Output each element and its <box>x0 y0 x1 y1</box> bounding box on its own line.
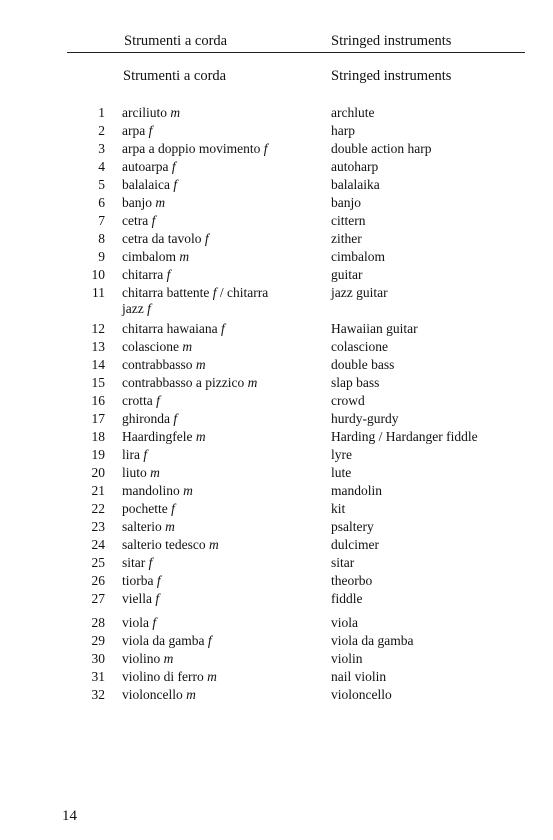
english-term: lyre <box>331 447 352 462</box>
italian-term-text: sitar <box>122 555 146 570</box>
italian-term-text: mandolino <box>122 483 180 498</box>
entry-number: 23 <box>91 519 105 534</box>
entry-number: 21 <box>91 483 105 498</box>
english-term: dulcimer <box>331 537 379 552</box>
english-term: mandolin <box>331 483 382 498</box>
english-term: harp <box>331 123 355 138</box>
entry-number: 13 <box>91 339 105 354</box>
entry-number: 31 <box>91 669 105 684</box>
gender-marker: f <box>166 267 171 282</box>
entry-number: 32 <box>91 687 105 702</box>
english-term: cimbalom <box>331 249 385 264</box>
entry-number: 9 <box>98 249 105 264</box>
gender-marker: m <box>179 249 190 264</box>
gender-marker: f <box>220 321 225 336</box>
italian-term <box>122 573 302 589</box>
entry-number: 8 <box>98 231 105 246</box>
italian-term <box>122 267 302 283</box>
italian-term-alt: / chitarra <box>219 285 269 300</box>
gender-marker: f <box>148 555 153 570</box>
italian-term <box>122 177 302 193</box>
italian-term <box>122 393 302 409</box>
gender-marker: f <box>143 447 148 462</box>
italian-term-text: Haardingfele <box>122 429 193 444</box>
italian-term <box>122 375 302 391</box>
italian-term-text: arciliuto <box>122 105 167 120</box>
italian-term <box>122 591 302 607</box>
gender-marker: m <box>170 105 181 120</box>
gender-marker: f <box>147 301 151 316</box>
italian-term <box>122 537 302 553</box>
italian-term <box>122 231 302 247</box>
italian-term <box>122 447 302 463</box>
entry-number: 25 <box>91 555 105 570</box>
entry-number: 4 <box>98 159 105 174</box>
italian-term <box>122 339 302 355</box>
italian-term <box>122 669 302 685</box>
gender-marker: m <box>182 339 193 354</box>
english-term: banjo <box>331 195 361 210</box>
english-term: fiddle <box>331 591 363 606</box>
gender-marker: m <box>195 357 206 372</box>
english-term: autoharp <box>331 159 379 174</box>
running-header-right: Stringed instruments <box>331 33 452 49</box>
italian-term <box>122 195 302 211</box>
gender-marker: m <box>150 465 160 480</box>
entry-number: 27 <box>91 591 105 606</box>
gender-marker: m <box>165 519 175 534</box>
italian-term <box>122 123 302 139</box>
italian-term <box>122 249 302 265</box>
entry-number: 29 <box>91 633 105 648</box>
italian-term-text: cetra <box>122 213 149 228</box>
entry-number: 18 <box>91 429 105 444</box>
italian-term <box>122 141 302 157</box>
italian-term-text: contrabbasso a pizzico <box>122 375 245 390</box>
english-term: double action harp <box>331 141 432 156</box>
italian-term <box>122 429 302 445</box>
gender-marker: m <box>247 375 258 390</box>
entry-number: 7 <box>98 213 105 228</box>
italian-term-text: liuto <box>122 465 147 480</box>
entry-number: 5 <box>98 177 105 192</box>
italian-term-text: violoncello <box>122 687 183 702</box>
italian-term <box>122 633 302 649</box>
italian-term <box>122 411 302 427</box>
gender-marker: m <box>163 651 174 666</box>
english-term: theorbo <box>331 573 373 588</box>
entry-number: 24 <box>91 537 105 552</box>
italian-term-text: chitarra battente <box>122 285 210 300</box>
italian-term-text: tiorba <box>122 573 154 588</box>
italian-term-text: chitarra hawaiana <box>122 321 218 336</box>
italian-term <box>122 357 302 373</box>
italian-term <box>122 483 302 499</box>
entry-number: 19 <box>91 447 105 462</box>
italian-term-text: balalaica <box>122 177 170 192</box>
english-term: sitar <box>331 555 355 570</box>
italian-term-text: lira <box>122 447 140 462</box>
entry-number: 10 <box>91 267 105 282</box>
entry-number: 1 <box>98 105 105 120</box>
gender-marker: f <box>207 633 212 648</box>
english-term: kit <box>331 501 346 516</box>
italian-term-text: autoarpa <box>122 159 169 174</box>
italian-term-text: salterio <box>122 519 162 534</box>
running-header-left: Strumenti a corda <box>124 33 228 49</box>
gender-marker: f <box>171 501 175 516</box>
italian-term-text: viola da gamba <box>122 633 205 648</box>
gender-marker: f <box>173 177 178 192</box>
english-term: Hawaiian guitar <box>331 321 418 336</box>
italian-term-text: arpa <box>122 123 146 138</box>
english-term: cittern <box>331 213 366 228</box>
gender-marker: f <box>156 393 160 408</box>
english-term: balalaika <box>331 177 380 192</box>
italian-term-text: cimbalom <box>122 249 176 264</box>
entry-number: 30 <box>91 651 105 666</box>
english-term: slap bass <box>331 375 380 390</box>
english-term: double bass <box>331 357 395 372</box>
italian-term-text: violino di ferro <box>122 669 204 684</box>
gender-marker: f <box>173 411 178 426</box>
italian-term-text: crotta <box>122 393 153 408</box>
italian-term <box>122 321 302 337</box>
italian-term-text: violino <box>122 651 161 666</box>
english-term: nail violin <box>331 669 387 684</box>
italian-term <box>122 213 302 229</box>
english-term: psaltery <box>331 519 374 534</box>
italian-term-text: contrabbasso <box>122 357 193 372</box>
italian-term <box>122 465 302 481</box>
entry-number: 16 <box>91 393 105 408</box>
italian-term-text: ghironda <box>122 411 170 426</box>
english-term: colascione <box>331 339 388 354</box>
italian-term <box>122 501 302 517</box>
gender-marker: m <box>207 669 217 684</box>
italian-term <box>122 105 302 121</box>
gender-marker: f <box>212 285 217 300</box>
gender-marker: f <box>148 123 153 138</box>
gender-marker: m <box>183 483 193 498</box>
italian-term-text: pochette <box>122 501 168 516</box>
entry-number: 12 <box>91 321 105 336</box>
entry-number: 20 <box>91 465 105 480</box>
italian-term-text: banjo <box>122 195 152 210</box>
english-term: archlute <box>331 105 375 120</box>
english-term: hurdy-gurdy <box>331 411 399 426</box>
gender-marker: f <box>155 591 160 606</box>
italian-term <box>122 651 302 667</box>
english-term: lute <box>331 465 352 480</box>
italian-term <box>122 159 302 175</box>
gender-marker: f <box>171 159 176 174</box>
section-heading-italian: Strumenti a corda <box>123 68 227 84</box>
english-term: crowd <box>331 393 365 408</box>
gender-marker: f <box>263 141 268 156</box>
entry-number: 26 <box>91 573 105 588</box>
gender-marker: m <box>155 195 166 210</box>
italian-term-text: viella <box>122 591 152 606</box>
english-term: violin <box>331 651 363 666</box>
italian-term-text: chitarra <box>122 267 164 282</box>
english-term: Harding / Hardanger fiddle <box>331 429 478 444</box>
italian-term <box>122 687 302 703</box>
entry-number: 17 <box>91 411 105 426</box>
italian-term <box>122 519 302 535</box>
entry-number: 11 <box>92 285 105 300</box>
section-heading-english: Stringed instruments <box>331 68 452 84</box>
english-term: jazz guitar <box>331 285 388 300</box>
english-term: guitar <box>331 267 363 282</box>
italian-term <box>122 555 302 571</box>
italian-term-text: salterio tedesco <box>122 537 206 552</box>
gender-marker: m <box>195 429 206 444</box>
italian-term-text: cetra da tavolo <box>122 231 202 246</box>
english-term: viola da gamba <box>331 633 414 648</box>
gender-marker: m <box>186 687 196 702</box>
english-term: viola <box>331 615 358 630</box>
gender-marker: f <box>152 615 157 630</box>
entry-number: 6 <box>98 195 105 210</box>
italian-term-text: viola <box>122 615 149 630</box>
running-header <box>67 32 525 53</box>
italian-term-text: arpa a doppio movimento <box>122 141 261 156</box>
entry-number: 14 <box>91 357 105 372</box>
italian-term <box>122 285 302 317</box>
gender-marker: f <box>156 573 161 588</box>
entry-number: 3 <box>98 141 105 156</box>
gender-marker: f <box>151 213 156 228</box>
italian-term-text: colascione <box>122 339 179 354</box>
entry-number: 28 <box>91 615 105 630</box>
gender-marker: m <box>208 537 219 552</box>
gender-marker: f <box>204 231 209 246</box>
italian-term <box>122 615 302 631</box>
english-term: zither <box>331 231 362 246</box>
entry-number: 2 <box>98 123 105 138</box>
entry-number: 15 <box>91 375 105 390</box>
entry-number: 22 <box>91 501 105 516</box>
page-number: 14 <box>62 808 77 824</box>
italian-term-alt-cont: jazz <box>122 301 144 316</box>
english-term: violoncello <box>331 687 392 702</box>
